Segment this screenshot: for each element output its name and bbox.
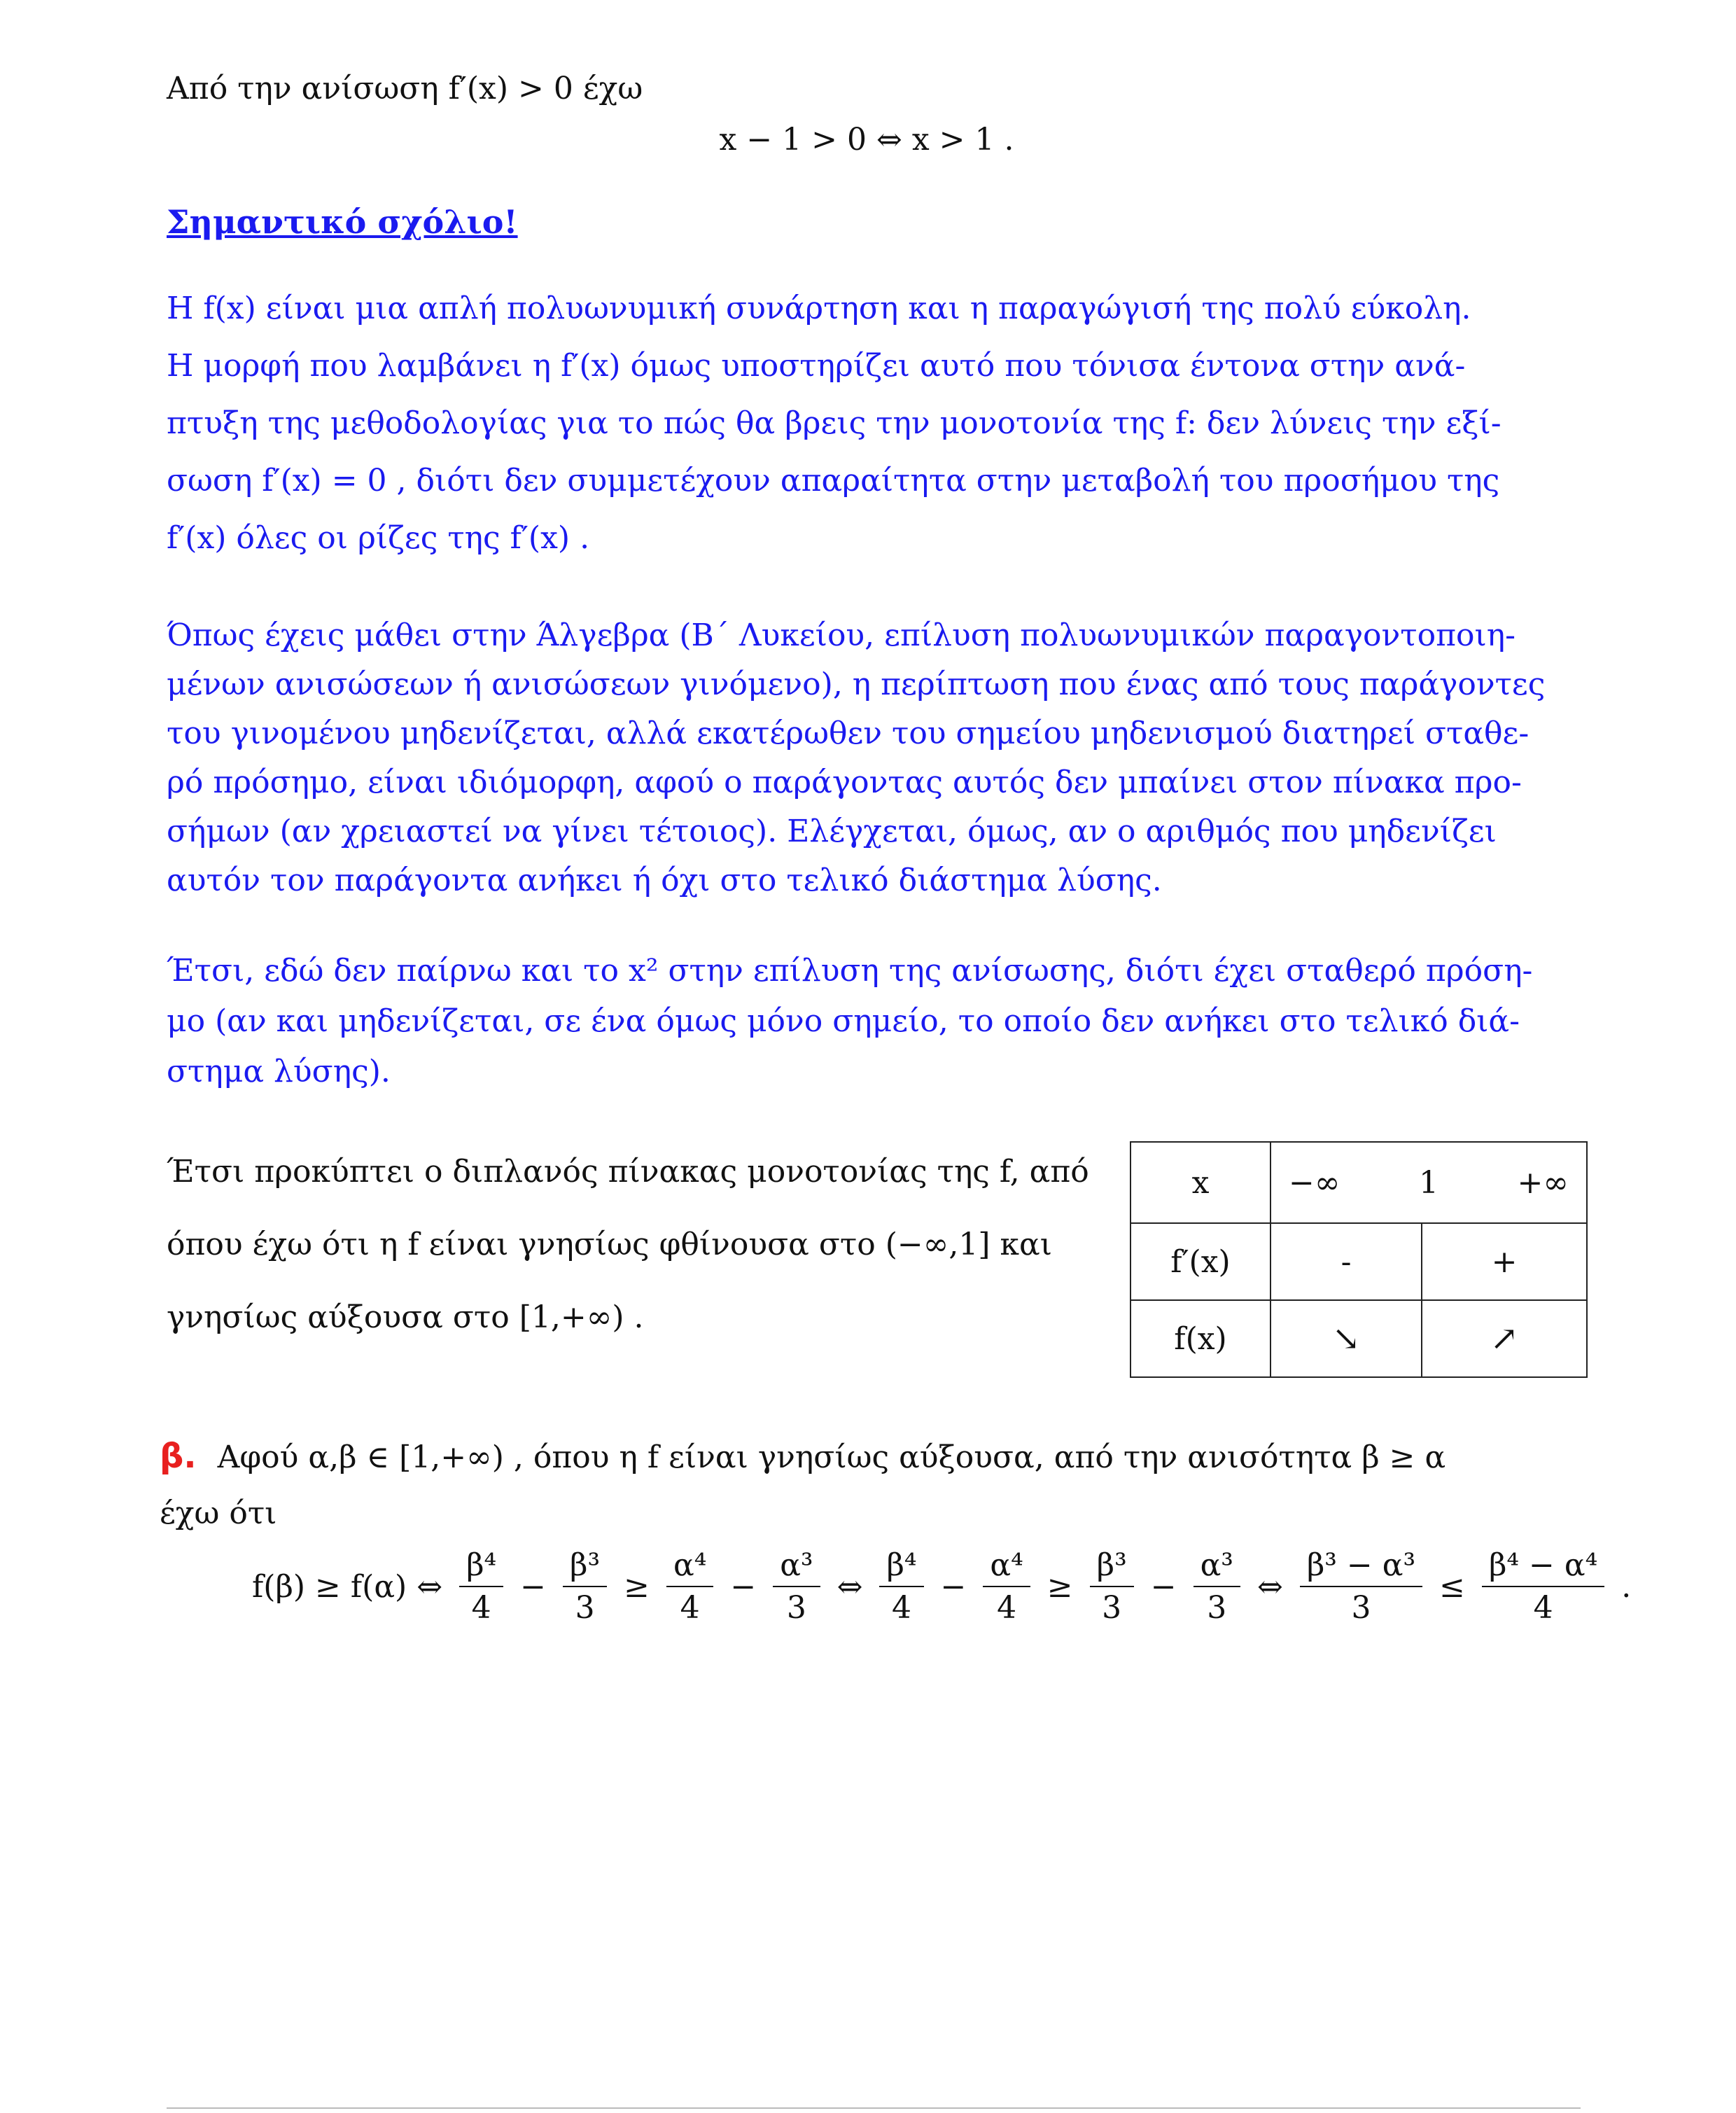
eq-lhs: f(β) ≥ f(α) ⇔ [252,1568,443,1605]
derivative-label: f′(x) [1130,1223,1270,1300]
increasing-arrow-icon: ↗ [1422,1300,1587,1377]
numerator: β³ [1090,1547,1134,1587]
sign-positive: + [1422,1223,1587,1300]
important-comment-heading: Σημαντικό σχόλιο! [167,203,518,241]
paragraph-line: μο (αν και μηδενίζεται, σε ένα όμως μόνο σημείο, το οποίο δεν ανήκει στο τελικό διά- [167,1003,1520,1039]
numerator: α⁴ [666,1547,713,1587]
sign-negative: - [1270,1223,1422,1300]
denominator: 4 [471,1590,491,1626]
operator: ≥ [1046,1568,1073,1605]
numerator: α³ [1194,1547,1240,1587]
period: . [1621,1568,1632,1605]
plus-infinity: +∞ [1517,1164,1569,1201]
part-beta-text: Αφού α,β ∈ [1,+∞) , όπου η f είναι γνησίως αύξουσα, από την ανισότητα β ≥ α [217,1439,1446,1475]
paragraph-line: Έτσι προκύπτει ο διπλανός πίνακας μονοτονίας της f, από [167,1154,1089,1190]
operator: ⇔ [836,1568,863,1605]
fraction [459,1547,503,1626]
paragraph-line: Έτσι, εδώ δεν παίρνω και το x² στην επίλυση της ανίσωσης, διότι έχει σταθερό πρόση- [167,953,1533,989]
paragraph-line: πτυξη της μεθοδολογίας για το πώς θα βρεις την μονοτονία της f: δεν λύνεις την εξί- [167,405,1502,441]
table-row [1130,1223,1587,1300]
table-points [1270,1142,1587,1223]
paragraph-line: μένων ανισώσεων ή ανισώσεων γινόμενο), η περίπτωση που ένας από τους παράγοντες [167,667,1546,702]
minus-infinity: −∞ [1289,1164,1340,1201]
equivalence-chain [245,1547,1638,1626]
paragraph-line: του γινομένου μηδενίζεται, αλλά εκατέρωθεν του σημείου μηδενισμού διατηρεί σταθε- [167,716,1530,751]
part-beta-label: β. [160,1437,197,1476]
fraction [1090,1547,1134,1626]
operator: ≤ [1439,1568,1465,1605]
fraction [773,1547,820,1626]
paragraph-line: αυτόν τον παράγοντα ανήκει ή όχι στο τελικό διάστημα λύσης. [167,863,1162,898]
decreasing-arrow-icon: ↘ [1270,1300,1422,1377]
numerator: β⁴ [879,1547,923,1587]
denominator: 4 [891,1590,911,1626]
numerator: β⁴ − α⁴ [1482,1547,1604,1587]
function-label: f(x) [1130,1300,1270,1377]
paragraph-line: σήμων (αν χρειαστεί να γίνει τέτοιος). Ελέγχεται, όμως, αν ο αριθμός που μηδενίζει [167,814,1497,849]
table-header-x: x [1130,1142,1270,1223]
denominator: 4 [1533,1590,1553,1626]
inequality-intro: Από την ανίσωση f′(x) > 0 έχω [167,71,643,106]
critical-point: 1 [1419,1164,1438,1201]
fraction [563,1547,607,1626]
fraction [1300,1547,1422,1626]
paragraph-line: Η f(x) είναι μια απλή πολυωνυμική συνάρτηση και η παραγώγισή της πολύ εύκολη. [167,291,1471,326]
denominator: 3 [786,1590,806,1626]
paragraph-line: όπου έχω ότι η f είναι γνησίως φθίνουσα στο (−∞,1] και [167,1227,1052,1262]
monotonicity-table [1130,1141,1588,1378]
denominator: 3 [1102,1590,1122,1626]
denominator: 4 [997,1590,1017,1626]
table-row [1130,1300,1587,1377]
table-row [1130,1142,1587,1223]
operator: ⇔ [1256,1568,1283,1605]
monotonicity-conclusion [167,1136,1133,1354]
fraction [983,1547,1030,1626]
footer-divider [167,2107,1581,2109]
numerator: α³ [773,1547,820,1587]
inequality-solution: x − 1 > 0 ⇔ x > 1 . [719,122,1014,158]
denominator: 3 [575,1590,595,1626]
paragraph-line: σωση f′(x) = 0 , διότι δεν συμμετέχουν απαραίτητα στην μεταβολή του προσήμου της [167,463,1500,498]
operator: ≥ [624,1568,650,1605]
numerator: α⁴ [983,1547,1030,1587]
paragraph-line: Η μορφή που λαμβάνει η f′(x) όμως υποστηρίζει αυτό που τόνισα έντονα στην ανά- [167,348,1466,384]
paragraph-line: ρό πρόσημο, είναι ιδιόμορφη, αφού ο παράγοντας αυτός δεν μπαίνει στον πίνακα προ- [167,765,1522,800]
operator: − [1150,1568,1177,1605]
paragraph-line: γνησίως αύξουσα στο [1,+∞) . [167,1299,644,1335]
operator: − [940,1568,967,1605]
operator: − [520,1568,547,1605]
denominator: 3 [1207,1590,1227,1626]
operator: − [730,1568,757,1605]
denominator: 4 [680,1590,700,1626]
fraction [666,1547,713,1626]
numerator: β³ [563,1547,607,1587]
paragraph-line: Όπως έχεις μάθει στην Άλγεβρα (Β΄ Λυκείου, επίλυση πολυωνυμικών παραγοντοποιη- [167,618,1516,653]
paragraph-line: στημα λύσης). [167,1054,391,1089]
part-beta-text-2: έχω ότι [160,1495,277,1531]
numerator: β⁴ [459,1547,503,1587]
fraction [879,1547,923,1626]
paragraph-line: f′(x) όλες οι ρίζες της f′(x) . [167,520,590,556]
part-beta [160,1432,1446,1538]
denominator: 3 [1351,1590,1371,1626]
fraction [1482,1547,1604,1626]
fraction [1194,1547,1240,1626]
numerator: β³ − α³ [1300,1547,1422,1587]
